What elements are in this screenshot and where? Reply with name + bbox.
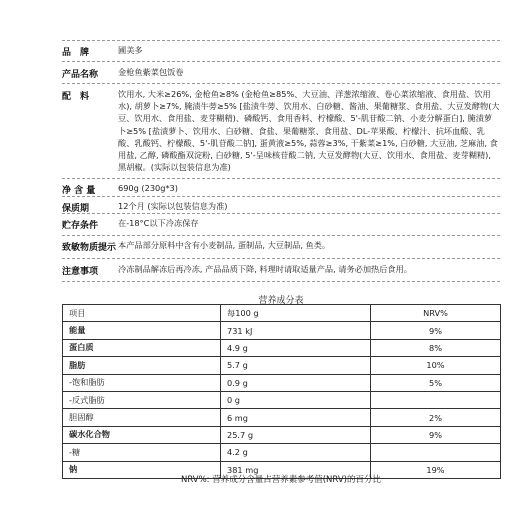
net-content-value: 690g (230g*3)	[118, 183, 178, 193]
shelf-life-label: 保质期	[62, 204, 90, 214]
product-name-value: 金枪鱼紫菜包饭卷	[118, 67, 184, 77]
nrv-footnote: NRV%: 营养成分含量占营养素参考值(NRV)的百分比	[180, 475, 381, 485]
nutrient-name: 能量	[63, 322, 221, 339]
storage-value: 在-18°C以下冷冻保存	[118, 218, 199, 228]
nutrition-table-title: 营养成分表	[258, 296, 304, 306]
notes-value: 冷冻制品解冻后再冷冻, 产品品质下降, 料理时请取适量产品, 请务必加热后食用。	[118, 264, 412, 274]
nutrition-table	[62, 304, 501, 479]
brand-label: 品 牌	[62, 48, 90, 58]
nutrient-name: -糖	[63, 444, 221, 461]
product-name-label: 产品名称	[62, 70, 99, 80]
nutrient-nrv: 19%	[371, 461, 501, 478]
storage-label: 贮存条件	[62, 221, 99, 231]
header-per-100g: 每100 g	[221, 305, 371, 322]
table-row	[63, 426, 501, 443]
allergen-value: 本产品部分原料中含有小麦制品, 蛋制品, 大豆制品, 鱼类。	[118, 240, 331, 250]
divider	[62, 281, 500, 282]
table-header-row	[63, 305, 501, 322]
header-nrv: NRV%	[371, 305, 501, 322]
ingredients-value: 饮用水, 大米≥26%, 金枪鱼≥8% (金枪鱼≥85%、大豆油、洋葱浓缩液、卷心菜浓缩液、食用盐、饮用水), 胡萝卜≥7%, 腌渍牛蒡≥5% [盐渍牛蒡、饮用水、白砂糖、酱油、果葡糖浆、食用盐、大豆发酵物(大豆、饮用水、食用盐、麦芽糊精)、磷酸钙、食用香料、柠檬酸、5'-肌苷酸二钠、小麦分解蛋白], 腌渍萝卜≥5% [盐渍萝卜、饮用水、白砂糖、食盐、果葡糖浆、食用盐、DL-苹果酸、柠檬汁、抗坏血酸、乳酸、乳酸钙、柠檬酸、5'-肌苷酸二钠], 蛋黄液≥5%, 蒜蓉≥3%, 干紫菜≥1%, 白砂糖, 大豆油, 芝麻油, 食用盐, 乙醇, 磷酸酯双淀粉, 白砂糖, 5'-呈味核苷酸二钠, 大豆发酵物(大豆、饮用水、食用盐、麦芽糊精), 黑胡椒。(实际以包装信息为准)	[118, 89, 500, 173]
nutrient-name: 钠	[63, 461, 221, 478]
ingredients-label: 配 料	[62, 92, 90, 102]
nutrient-name: -饱和脂肪	[63, 374, 221, 391]
divider	[62, 196, 500, 197]
shelf-life-value: 12个月 (实际以包装信息为准)	[118, 201, 228, 211]
divider	[62, 213, 500, 214]
table-row	[63, 444, 501, 461]
nutrient-amount: 0.9 g	[221, 374, 371, 391]
nutrient-amount: 4.9 g	[221, 339, 371, 356]
nutrient-nrv: 5%	[371, 374, 501, 391]
table-row	[63, 391, 501, 408]
table-row	[63, 374, 501, 391]
nutrient-nrv: 8%	[371, 339, 501, 356]
table-row	[63, 409, 501, 426]
divider	[62, 83, 500, 84]
divider	[62, 61, 500, 62]
nutrient-name: 蛋白质	[63, 339, 221, 356]
nutrient-amount: 25.7 g	[221, 426, 371, 443]
divider	[62, 178, 500, 179]
notes-label: 注意事项	[62, 267, 99, 277]
nutrient-amount: 731 kJ	[221, 322, 371, 339]
nutrient-nrv	[371, 444, 501, 461]
nutrient-nrv: 9%	[371, 322, 501, 339]
nutrient-nrv: 9%	[371, 426, 501, 443]
nutrient-nrv: 10%	[371, 357, 501, 374]
divider	[62, 40, 500, 41]
nutrient-nrv	[371, 391, 501, 408]
brand-value: 圃美多	[118, 45, 143, 55]
nutrient-amount: 4.2 g	[221, 444, 371, 461]
header-item: 项目	[63, 305, 221, 322]
nutrient-nrv: 2%	[371, 409, 501, 426]
nutrient-amount: 0 g	[221, 391, 371, 408]
nutrient-amount: 6 mg	[221, 409, 371, 426]
nutrient-name: 脂肪	[63, 357, 221, 374]
nutrient-name: 碳水化合物	[63, 426, 221, 443]
table-row	[63, 339, 501, 356]
divider	[62, 258, 500, 259]
allergen-label: 致敏物质提示	[62, 243, 117, 253]
table-row	[63, 322, 501, 339]
nutrient-amount: 5.7 g	[221, 357, 371, 374]
divider	[62, 235, 500, 236]
net-content-label: 净 含 量	[62, 186, 96, 196]
nutrient-amount: 381 mg	[221, 461, 371, 478]
table-row	[63, 357, 501, 374]
nutrient-name: -反式脂肪	[63, 391, 221, 408]
nutrient-name: 胆固醇	[63, 409, 221, 426]
